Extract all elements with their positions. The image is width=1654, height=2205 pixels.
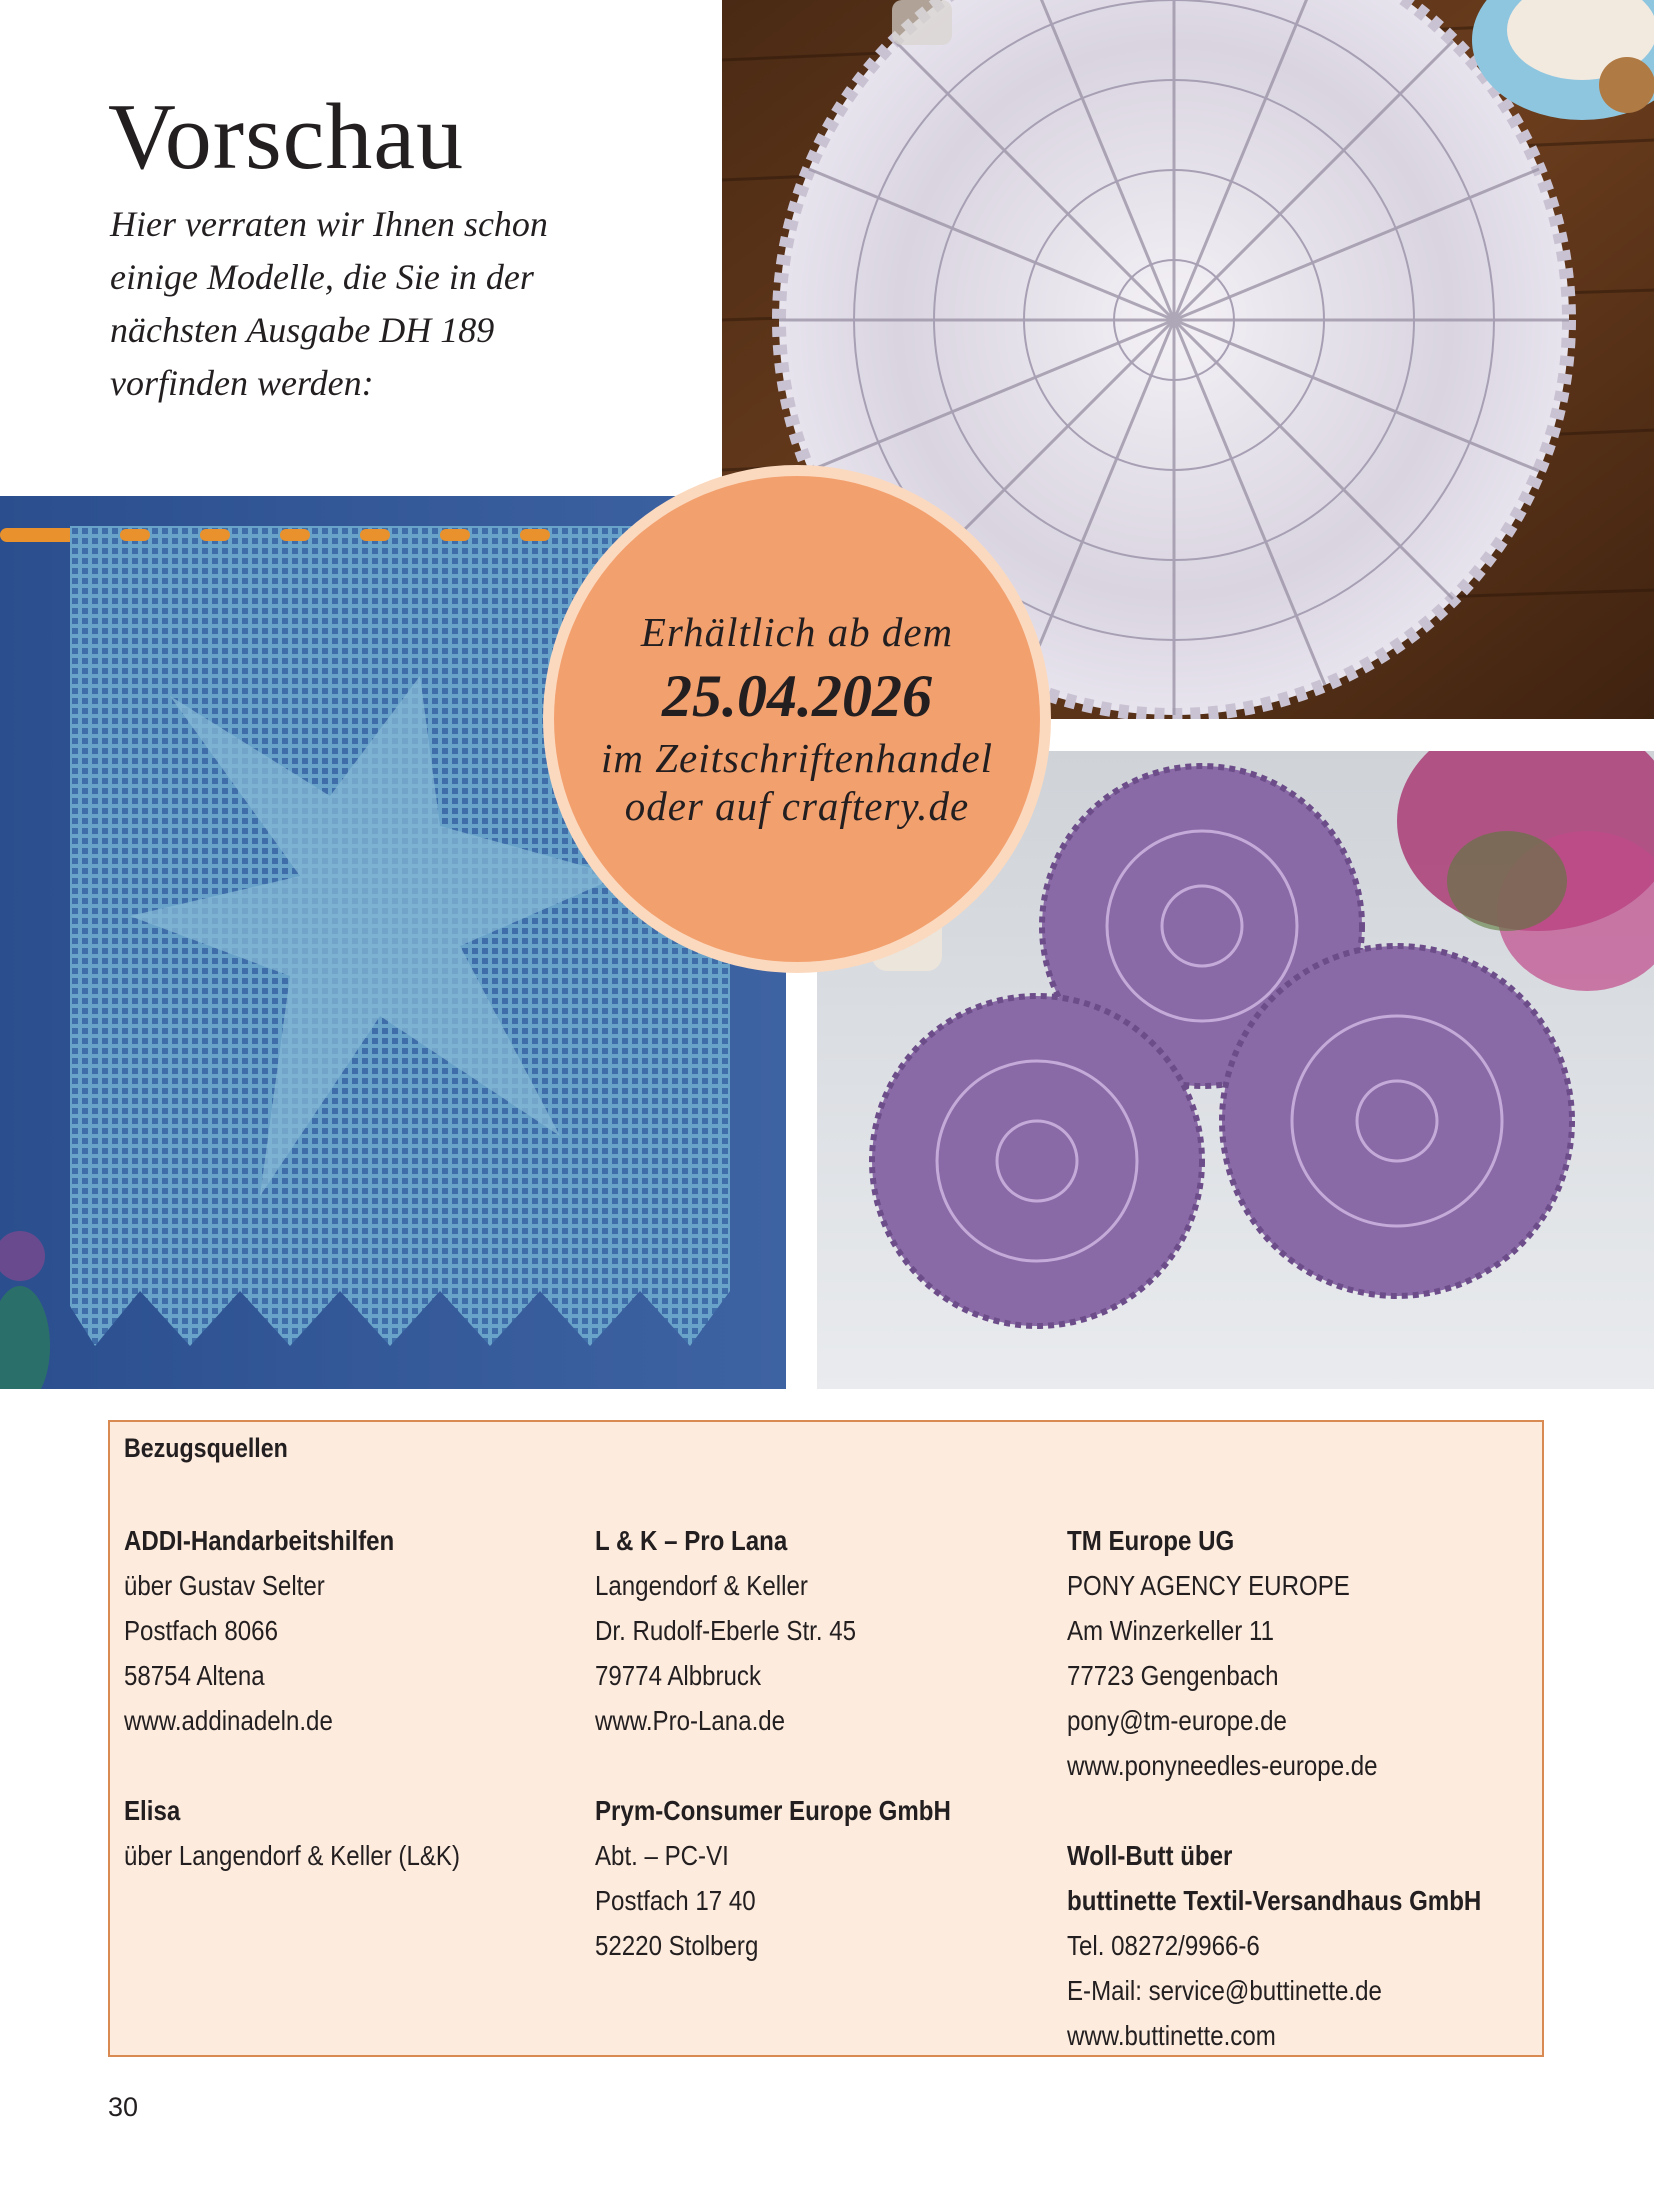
supplier-entry bbox=[124, 1788, 545, 1878]
supplier-name: L & K – Pro Lana bbox=[595, 1525, 788, 1556]
supplier-name: Woll-Butt über bbox=[1067, 1840, 1233, 1871]
supplier-line: Abt. – PC-VI bbox=[595, 1840, 729, 1871]
supplier-line: PONY AGENCY EUROPE bbox=[1067, 1570, 1350, 1601]
supplier-line: Postfach 8066 bbox=[124, 1615, 278, 1646]
page-title: Vorschau bbox=[108, 85, 465, 189]
supplier-entry bbox=[595, 1518, 1016, 1743]
supplier-line: 79774 Albbruck bbox=[595, 1660, 762, 1691]
sources-column bbox=[1067, 1518, 1487, 2103]
availability-line: im Zeitschriftenhandel bbox=[600, 735, 994, 781]
supplier-line: Langendorf & Keller bbox=[595, 1570, 808, 1601]
supplier-entry bbox=[1067, 1833, 1488, 2058]
availability-line: oder auf craftery.de bbox=[624, 783, 970, 829]
intro-text bbox=[110, 198, 670, 410]
supplier-name: buttinette Textil-Versandhaus GmbH bbox=[1067, 1885, 1482, 1916]
supplier-name: Elisa bbox=[124, 1795, 181, 1826]
supplier-link[interactable]: www.Pro-Lana.de bbox=[595, 1705, 786, 1736]
supplier-link[interactable]: www.ponyneedles-europe.de bbox=[1067, 1750, 1378, 1781]
supplier-line: Dr. Rudolf-Eberle Str. 45 bbox=[595, 1615, 856, 1646]
supplier-link[interactable]: www.buttinette.com bbox=[1067, 2020, 1276, 2051]
availability-date: 25.04.2026 bbox=[662, 663, 932, 729]
supplier-entry bbox=[595, 1788, 1016, 1968]
supplier-line: über Gustav Selter bbox=[124, 1570, 325, 1601]
intro-line: vorfinden werden: bbox=[110, 363, 374, 403]
supplier-name: ADDI-Handarbeitshilfen bbox=[124, 1525, 395, 1556]
supplier-line: Am Winzerkeller 11 bbox=[1067, 1615, 1274, 1646]
sources-heading: Bezugsquellen bbox=[124, 1433, 288, 1463]
intro-line: nächsten Ausgabe DH 189 bbox=[110, 310, 495, 350]
intro-line: Hier verraten wir Ihnen schon bbox=[110, 204, 548, 244]
intro-line: einige Modelle, die Sie in der bbox=[110, 257, 534, 297]
supplier-line: 52220 Stolberg bbox=[595, 1930, 759, 1961]
supplier-email[interactable]: pony@tm-europe.de bbox=[1067, 1705, 1287, 1736]
supplier-email[interactable]: E-Mail: service@buttinette.de bbox=[1067, 1975, 1382, 2006]
availability-line: Erhältlich ab dem bbox=[640, 609, 954, 655]
supplier-entry bbox=[124, 1518, 545, 1743]
supplier-line: Postfach 17 40 bbox=[595, 1885, 756, 1916]
supplier-name: TM Europe UG bbox=[1067, 1525, 1235, 1556]
supplier-line: 77723 Gengenbach bbox=[1067, 1660, 1279, 1691]
supplier-line: 58754 Altena bbox=[124, 1660, 265, 1691]
availability-text bbox=[554, 476, 1040, 962]
supplier-name: Prym-Consumer Europe GmbH bbox=[595, 1795, 951, 1826]
sources-column bbox=[595, 1518, 1015, 2013]
page-number: 30 bbox=[108, 2092, 139, 2122]
supplier-link[interactable]: www.addinadeln.de bbox=[124, 1705, 333, 1736]
supplier-line: Tel. 08272/9966-6 bbox=[1067, 1930, 1260, 1961]
supplier-line: über Langendorf & Keller (L&K) bbox=[124, 1840, 460, 1871]
sources-column bbox=[124, 1518, 544, 1923]
supplier-entry bbox=[1067, 1518, 1488, 1788]
